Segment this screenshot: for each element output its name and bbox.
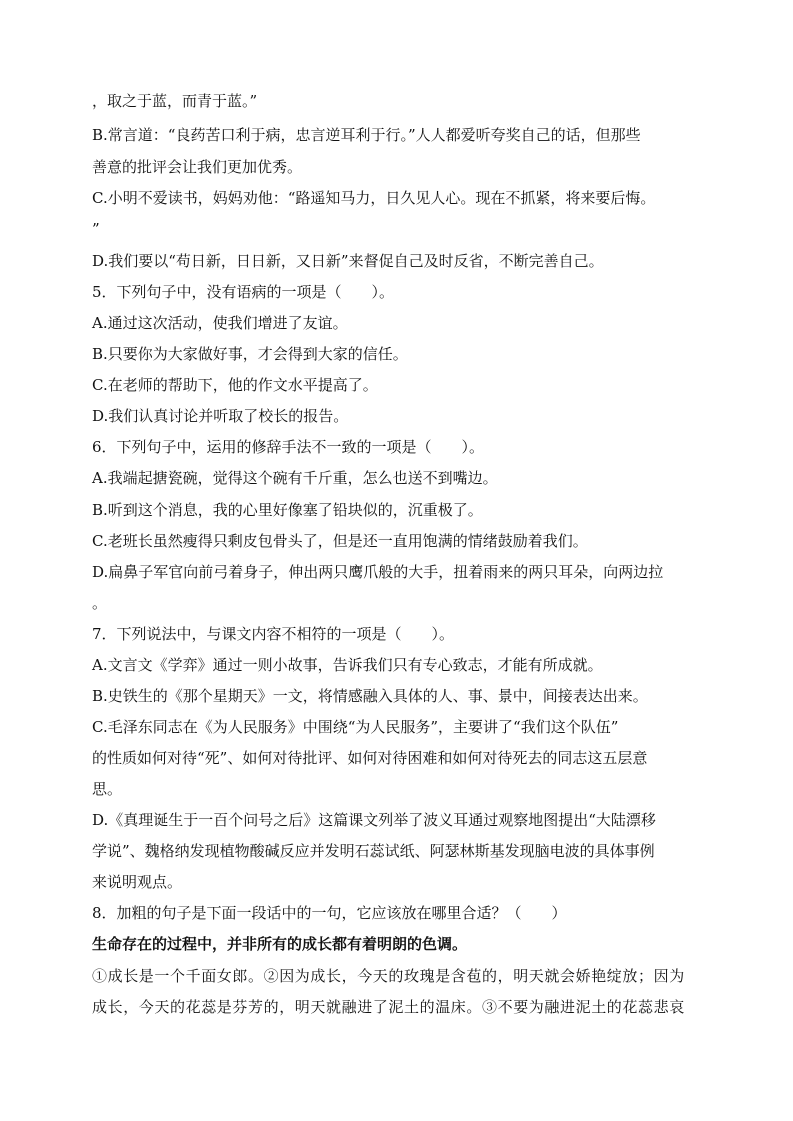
- q6-option-a: A.我端起搪瓷碗，觉得这个碗有千斤重，怎么也送不到嘴边。: [92, 469, 498, 487]
- q7-option-c-cont-1: 的性质如何对待“死”、如何对待批评、如何对待困难和如何对待死去的同志这五层意: [92, 749, 648, 767]
- q8-passage-line-2: 成长，今天的花蕊是芬芳的，明天就融进了泥土的温床。③不要为融进泥土的花蕊悲哀: [92, 998, 685, 1016]
- text-line-4: C.小明不爱读书，妈妈劝他：“路遥知马力，日久见人心。现在不抓紧，将来要后悔。: [92, 189, 656, 207]
- q8-bold-sentence: 生命存在的过程中，并非所有的成长都有着明朗的色调。: [92, 935, 468, 953]
- q7-option-d-cont-1: 学说”、魏格纳发现植物酸碱反应并发明石蕊试纸、阿瑟林斯基发现脑电波的具体事例: [92, 842, 655, 860]
- q7-option-d: D.《真理诞生于一百个问号之后》这篇课文列举了波义耳通过观察地图提出“大陆漂移: [92, 811, 656, 829]
- q6-option-c: C.老班长虽然瘦得只剩皮包骨头了，但是还一直用饱满的情绪鼓励着我们。: [92, 532, 588, 550]
- q7-option-b: B.史铁生的《那个星期天》一文，将情感融入具体的人、事、景中，间接表达出来。: [92, 687, 648, 705]
- q6-option-d: D.扁鼻子军官向前弓着身子，伸出两只鹰爪般的大手，扭着雨来的两只耳朵，向两边拉: [92, 563, 664, 581]
- q5-option-d: D.我们认真讨论并听取了校长的报告。: [92, 407, 349, 425]
- question-5-stem: 5．下列句子中，没有语病的一项是（ ）。: [92, 283, 395, 301]
- q5-option-c: C.在老师的帮助下，他的作文水平提高了。: [92, 376, 378, 394]
- q6-option-b: B.听到这个消息，我的心里好像塞了铅块似的，沉重极了。: [92, 501, 483, 519]
- text-line-3: 善意的批评会让我们更加优秀。: [92, 158, 303, 176]
- question-6-stem: 6．下列句子中，运用的修辞手法不一致的一项是（ ）。: [92, 438, 485, 456]
- q7-option-d-cont-2: 来说明观点。: [92, 873, 183, 891]
- q6-option-d-cont: 。: [92, 594, 108, 612]
- text-line-1: ，取之于蓝，而青于蓝。”: [92, 92, 258, 110]
- q5-option-a: A.通过这次活动，使我们增进了友谊。: [92, 314, 348, 332]
- q7-option-c-cont-2: 思。: [92, 780, 123, 798]
- question-8-stem: 8．加粗的句子是下面一段话中的一句，它应该放在哪里合适？（ ）: [92, 904, 567, 922]
- q7-option-c: C.毛泽东同志在《为人民服务》中围绕“为人民服务”，主要讲了“我们这个队伍”: [92, 718, 619, 736]
- question-7-stem: 7．下列说法中，与课文内容不相符的一项是（ ）。: [92, 625, 455, 643]
- text-line-5: ”: [92, 220, 100, 238]
- q7-option-a: A.文言文《学弈》通过一则小故事，告诉我们只有专心致志，才能有所成就。: [92, 656, 603, 674]
- q8-passage-line-1: ①成长是一个千面女郎。②因为成长，今天的玫瑰是含苞的，明天就会娇艳绽放；因为: [92, 967, 685, 985]
- text-line-6: D.我们要以“苟日新，日日新，又日新”来督促自己及时反省，不断完善自己。: [92, 252, 604, 270]
- text-line-2: B.常言道：“良药苦口利于病，忠言逆耳利于行。”人人都爱听夸奖自己的话，但那些: [92, 126, 641, 144]
- q5-option-b: B.只要你为大家做好事，才会得到大家的信任。: [92, 345, 408, 363]
